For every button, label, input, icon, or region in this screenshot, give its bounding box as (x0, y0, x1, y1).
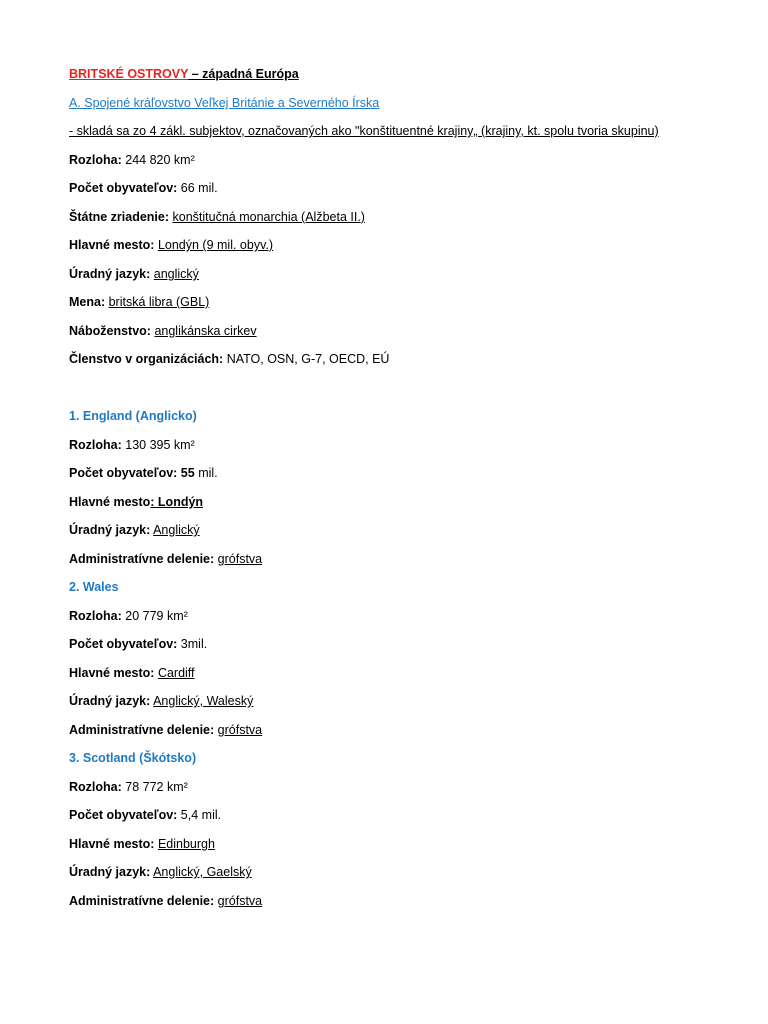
wales-area (69, 608, 748, 624)
uk-capital-value: Londýn (9 mil. obyv.) (157, 238, 274, 252)
england-capital-value: : Londýn (150, 495, 204, 509)
document-heading (69, 66, 748, 82)
uk-org-label: Členstvo v organizáciách: (69, 352, 224, 366)
uk-government (69, 209, 748, 225)
uk-religion-value: anglikánska cirkev (154, 324, 257, 338)
scotland-area-label: Rozloha: (69, 780, 122, 794)
uk-currency-value: britská libra (GBL) (108, 295, 210, 309)
england-capital (69, 494, 748, 510)
wales-lang-value: Anglický, Waleský (153, 694, 254, 708)
wales-title: 2. Wales (69, 580, 119, 594)
uk-capital (69, 237, 748, 253)
england-lang-value: Anglický (153, 523, 200, 537)
uk-gov-label: Štátne zriadenie: (69, 210, 170, 224)
england-pop-unit: mil. (194, 466, 218, 480)
england-pop-label: Počet obyvateľov: (69, 466, 178, 480)
england-lang-label: Úradný jazyk: (69, 523, 151, 537)
wales-lang-label: Úradný jazyk: (69, 694, 151, 708)
uk-organizations (69, 351, 748, 367)
wales-population (69, 636, 748, 652)
wales-capital-label: Hlavné mesto: (69, 666, 155, 680)
uk-area-label: Rozloha: (69, 153, 122, 167)
wales-pop-value: 3mil. (177, 637, 208, 651)
uk-population (69, 180, 748, 196)
heading-red: BRITSKÉ OSTROVY (69, 67, 189, 81)
uk-pop-value: 66 mil. (177, 181, 218, 195)
scotland-capital-label: Hlavné mesto: (69, 837, 155, 851)
scotland-pop-value: 5,4 mil. (177, 808, 222, 822)
uk-currency (69, 294, 748, 310)
england-admin (69, 551, 748, 567)
england-area-label: Rozloha: (69, 438, 122, 452)
england-admin-value: grófstva (217, 552, 263, 566)
wales-pop-label: Počet obyvateľov: (69, 637, 178, 651)
wales-area-value: 20 779 km² (121, 609, 188, 623)
scotland-lang-label: Úradný jazyk: (69, 865, 151, 879)
england-capital-label: Hlavné mesto (69, 495, 151, 509)
uk-lang-value: anglický (153, 267, 199, 281)
scotland-pop-label: Počet obyvateľov: (69, 808, 178, 822)
scotland-admin (69, 893, 748, 909)
england-population (69, 465, 748, 481)
scotland-admin-label: Administratívne delenie: (69, 894, 215, 908)
uk-language (69, 266, 748, 282)
uk-area (69, 152, 748, 168)
england-title: 1. England (Anglicko) (69, 409, 197, 423)
uk-org-value: NATO, OSN, G-7, OECD, EÚ (223, 352, 390, 366)
scotland-capital-value: Edinburgh (157, 837, 215, 851)
scotland-population (69, 807, 748, 823)
england-area (69, 437, 748, 453)
scotland-capital (69, 836, 748, 852)
scotland-area (69, 779, 748, 795)
uk-religion-label: Náboženstvo: (69, 324, 151, 338)
scotland-title: 3. Scotland (Škótsko) (69, 751, 197, 765)
wales-admin-label: Administratívne delenie: (69, 723, 215, 737)
scotland-admin-value: grófstva (217, 894, 263, 908)
uk-lang-label: Úradný jazyk: (69, 267, 151, 281)
wales-capital (69, 665, 748, 681)
england-language (69, 522, 748, 538)
uk-title: A. Spojené kráľovstvo Veľkej Británie a Severného Írska (69, 96, 380, 110)
wales-admin (69, 722, 748, 738)
scotland-area-value: 78 772 km² (121, 780, 188, 794)
uk-currency-label: Mena: (69, 295, 106, 309)
uk-pop-label: Počet obyvateľov: (69, 181, 178, 195)
england-admin-label: Administratívne delenie: (69, 552, 215, 566)
scotland-language (69, 864, 748, 880)
wales-area-label: Rozloha: (69, 609, 122, 623)
uk-capital-label: Hlavné mesto: (69, 238, 155, 252)
scotland-lang-value: Anglický, Gaelský (153, 865, 252, 879)
wales-capital-value: Cardiff (157, 666, 195, 680)
uk-description: - skladá sa zo 4 zákl. subjektov, označovaných ako "konštituentné krajiny„ (krajiny, kt. spolu tvoria skupinu) (69, 124, 659, 138)
wales-admin-value: grófstva (217, 723, 263, 737)
uk-gov-value: konštitučná monarchia (Alžbeta II.) (172, 210, 365, 224)
england-pop-number: 55 (177, 466, 195, 480)
wales-language (69, 693, 748, 709)
heading-rest: – západná Európa (188, 67, 299, 81)
england-area-value: 130 395 km² (121, 438, 195, 452)
uk-religion (69, 323, 748, 339)
uk-area-value: 244 820 km² (121, 153, 195, 167)
